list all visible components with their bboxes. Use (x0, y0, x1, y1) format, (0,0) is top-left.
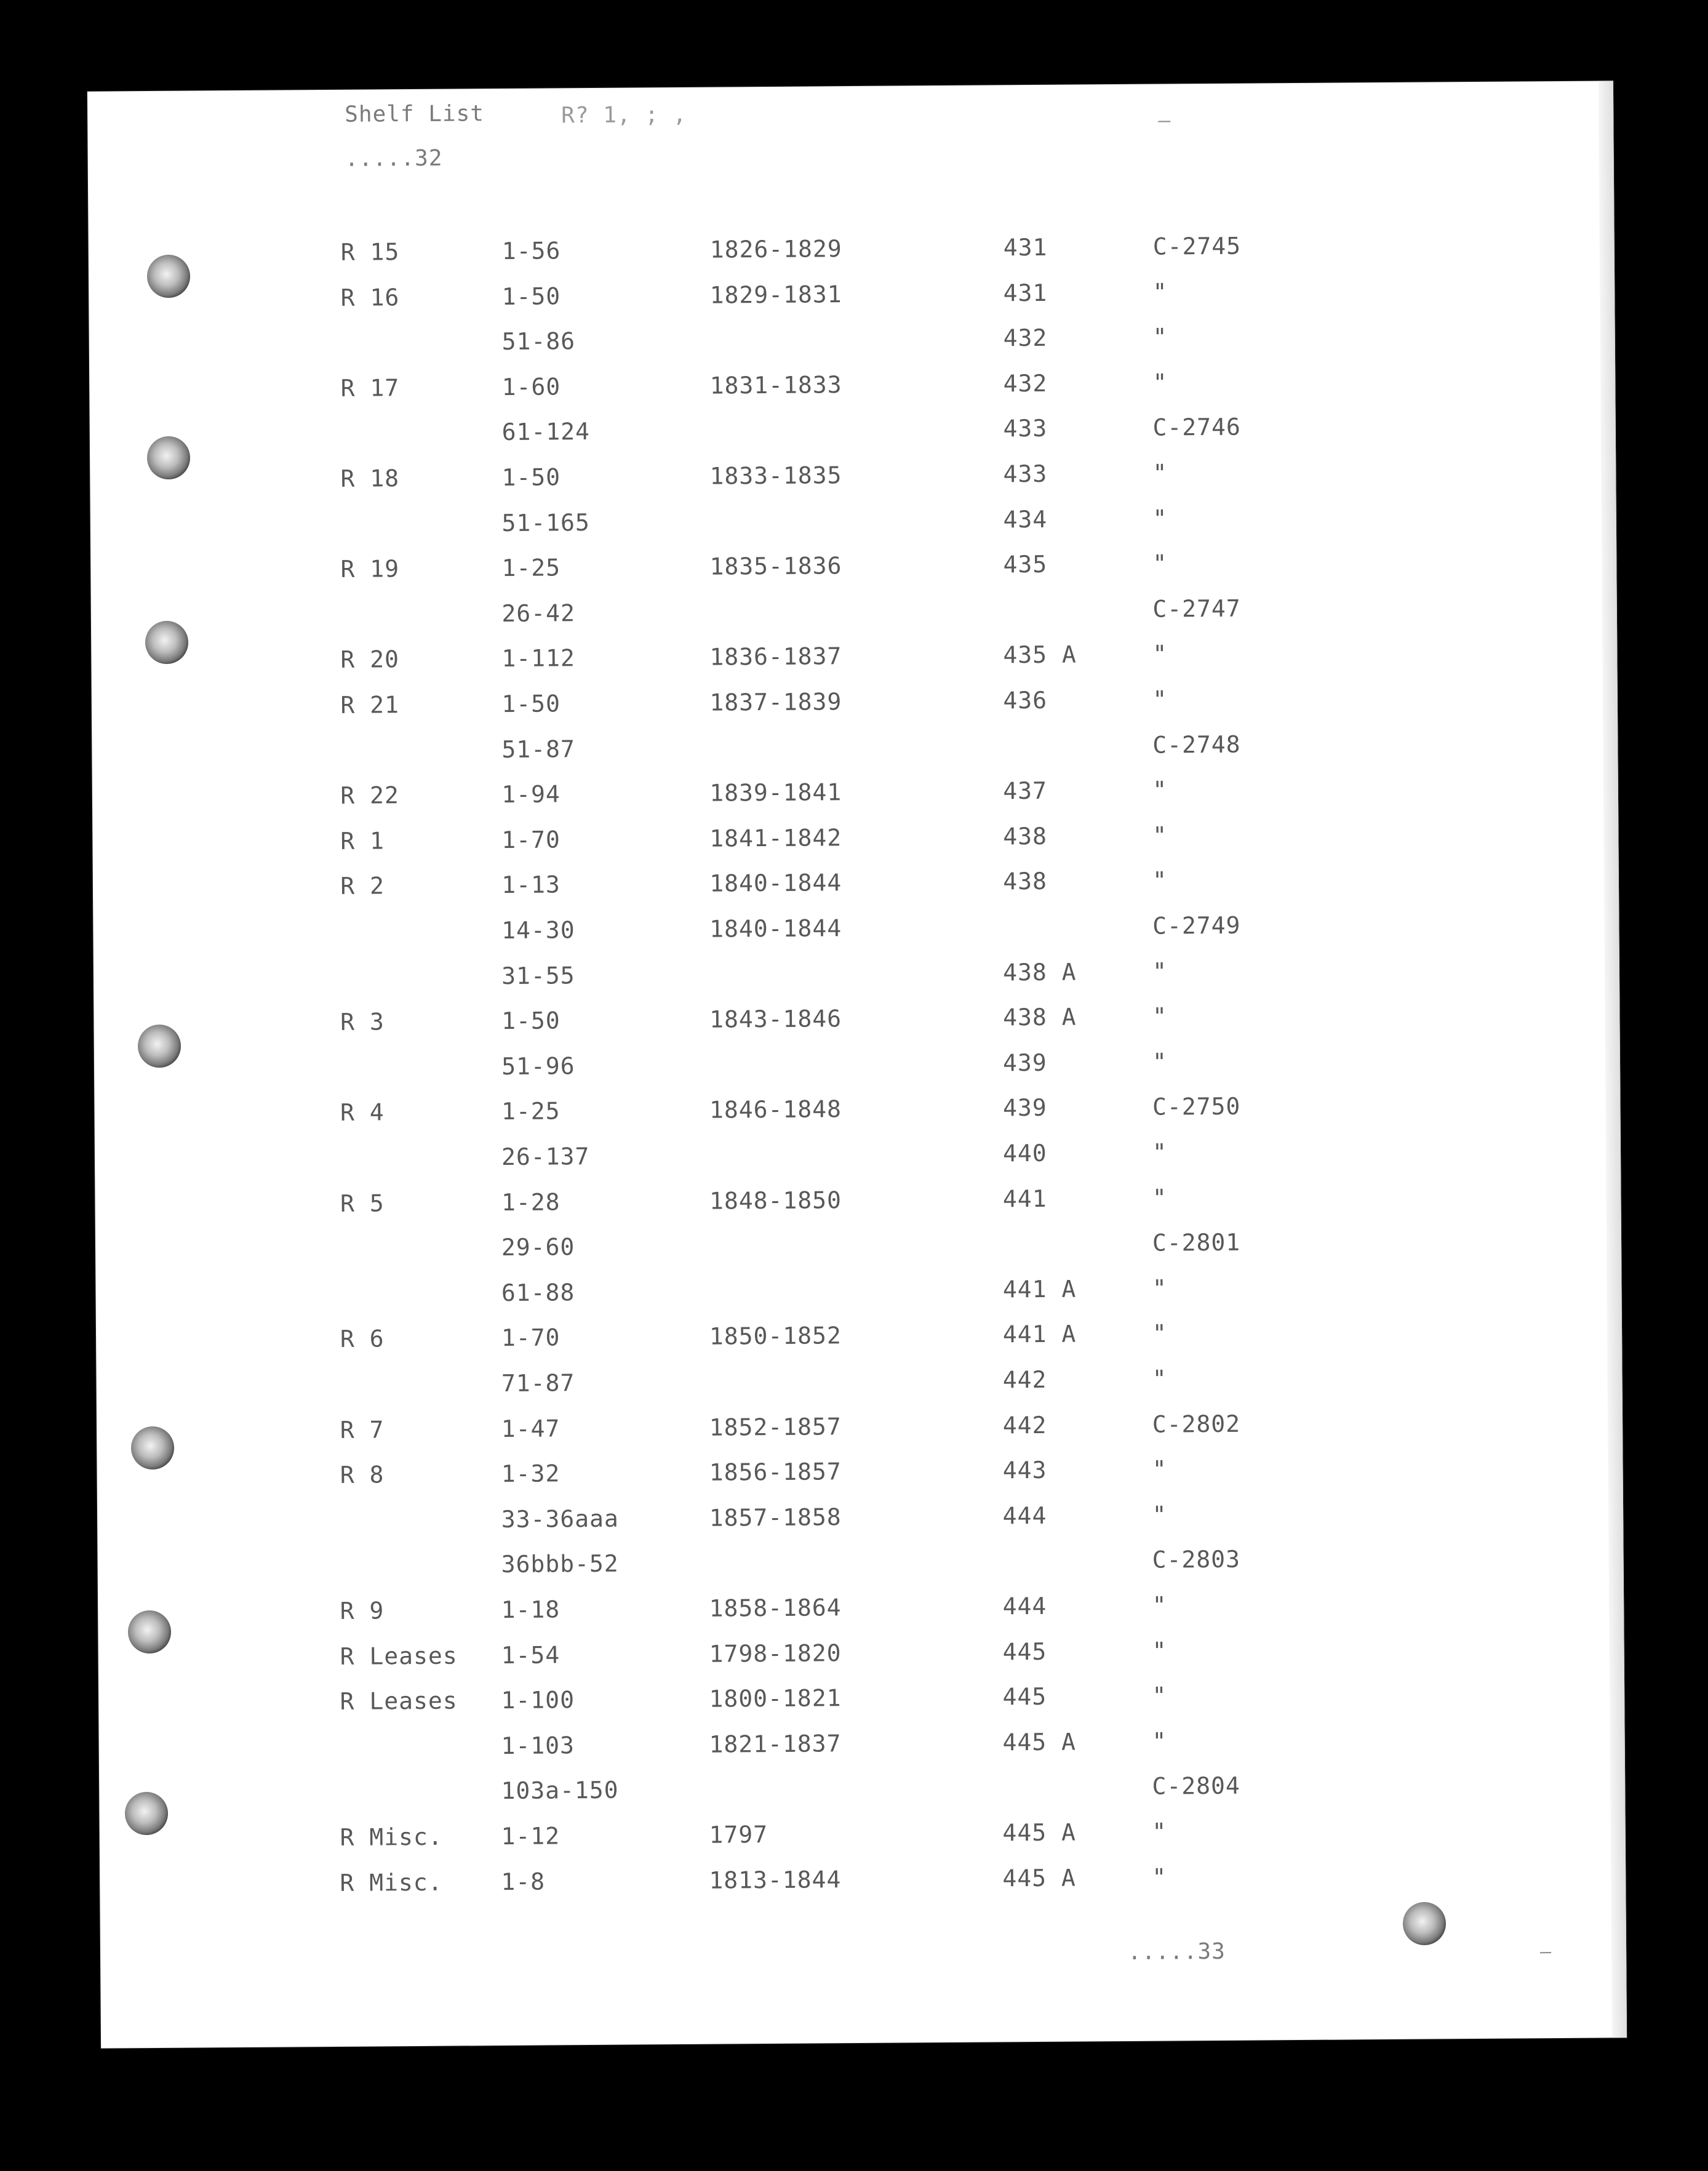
paper-edge-shadow (1598, 81, 1627, 2037)
volume-cell: 445 (1002, 1683, 1047, 1711)
items-range-cell: 1-50 (501, 1007, 561, 1035)
reel-cell: " (1152, 686, 1168, 713)
reel-cell: " (1152, 1138, 1168, 1166)
reel-cell: " (1152, 776, 1168, 804)
volume-cell: 442 (1002, 1411, 1047, 1439)
volume-cell: 441 A (1002, 1275, 1077, 1303)
items-range-cell: 1-70 (501, 826, 561, 854)
date-range-cell: 1841-1842 (709, 823, 842, 852)
date-range-cell: 1852-1857 (709, 1412, 842, 1441)
reel-cell: " (1152, 323, 1168, 351)
series-cell: R 6 (340, 1325, 385, 1353)
volume-cell: 445 (1002, 1637, 1047, 1665)
reel-cell: C-2801 (1152, 1228, 1241, 1257)
reel-cell: C-2748 (1152, 730, 1241, 759)
reel-cell: " (1152, 1727, 1167, 1755)
reel-cell: " (1152, 1184, 1168, 1212)
date-range-cell: 1850-1852 (709, 1322, 842, 1351)
series-cell: R Misc. (340, 1868, 443, 1897)
reel-cell: C-2749 (1152, 911, 1241, 940)
items-range-cell: 1-54 (501, 1641, 561, 1669)
reel-cell: " (1152, 640, 1168, 668)
date-range-cell: 1797 (709, 1821, 768, 1849)
items-range-cell: 1-50 (501, 282, 561, 310)
volume-cell: 439 (1002, 1049, 1047, 1077)
items-range-cell: 1-50 (501, 690, 561, 718)
items-range-cell: 51-165 (501, 508, 590, 537)
volume-cell: 441 A (1002, 1320, 1077, 1348)
items-range-cell: 1-25 (501, 554, 561, 582)
volume-cell: 434 (1003, 505, 1048, 533)
date-range-cell: 1840-1844 (709, 914, 842, 943)
series-cell: R 3 (340, 1008, 385, 1036)
items-range-cell: 71-87 (501, 1369, 575, 1397)
shelf-list-title: Shelf List (345, 101, 485, 127)
items-range-cell: 31-55 (501, 961, 575, 990)
series-cell: R 21 (340, 691, 400, 719)
date-range-cell: 1821-1837 (709, 1730, 842, 1758)
items-range-cell: 103a-150 (501, 1777, 619, 1805)
volume-cell: 432 (1003, 324, 1048, 352)
reel-cell: C-2803 (1152, 1546, 1241, 1574)
volume-cell: 440 (1002, 1139, 1047, 1167)
volume-cell: 431 (1003, 233, 1048, 262)
series-cell: R 5 (340, 1189, 385, 1217)
date-range-cell: 1835-1836 (709, 552, 842, 580)
date-range-cell: 1846-1848 (709, 1095, 842, 1124)
volume-cell: 444 (1002, 1501, 1047, 1530)
date-range-cell: 1800-1821 (709, 1684, 842, 1713)
items-range-cell: 1-60 (501, 373, 561, 401)
items-range-cell: 61-124 (501, 418, 591, 446)
volume-cell: 443 (1002, 1457, 1047, 1484)
items-range-cell: 1-47 (501, 1414, 561, 1442)
date-range-cell: 1798-1820 (709, 1639, 842, 1668)
binder-hole (131, 1426, 174, 1469)
date-range-cell: 1856-1857 (709, 1458, 842, 1486)
series-cell: R 16 (340, 283, 400, 311)
date-range-cell: 1833-1835 (709, 462, 842, 490)
binder-hole (145, 621, 188, 664)
items-range-cell: 29-60 (501, 1233, 575, 1261)
volume-cell: 445 A (1002, 1818, 1077, 1847)
series-cell: R 7 (340, 1415, 385, 1444)
date-range-cell: 1826-1829 (709, 235, 842, 263)
volume-cell: 438 (1003, 822, 1048, 850)
date-range-cell: 1858-1864 (709, 1594, 842, 1622)
series-cell: R Leases (340, 1687, 458, 1716)
volume-cell: 435 (1003, 551, 1048, 578)
items-range-cell: 61-88 (501, 1279, 575, 1306)
binder-hole (125, 1792, 168, 1835)
series-cell: R 20 (340, 646, 400, 674)
reel-cell: " (1152, 278, 1168, 306)
series-cell: R 8 (340, 1461, 385, 1489)
date-range-cell: 1840-1844 (709, 869, 842, 898)
reel-cell: C-2745 (1152, 232, 1242, 260)
binder-hole (1403, 1902, 1446, 1945)
stray-mark (1158, 121, 1170, 122)
items-range-cell: 1-112 (501, 644, 575, 673)
items-range-cell: 1-50 (501, 463, 561, 492)
reel-cell: " (1152, 1365, 1167, 1393)
reel-cell: C-2747 (1152, 594, 1241, 623)
date-range-cell: 1831-1833 (709, 370, 842, 399)
volume-cell: 437 (1003, 777, 1048, 805)
binder-hole (147, 436, 190, 479)
volume-cell: 439 (1002, 1094, 1047, 1122)
binder-hole (128, 1610, 171, 1653)
series-cell: R 4 (340, 1098, 385, 1127)
date-range-cell: 1843-1846 (709, 1005, 842, 1033)
series-cell: R 19 (340, 555, 400, 583)
reel-cell: " (1152, 550, 1168, 577)
items-range-cell: 1-12 (501, 1822, 561, 1850)
items-range-cell: 14-30 (501, 916, 575, 945)
items-range-cell: 1-56 (501, 237, 561, 265)
shelf-list-reference: R? 1, ; , (561, 102, 687, 129)
reel-cell: " (1152, 1682, 1167, 1709)
reel-cell: " (1152, 1863, 1167, 1891)
date-range-cell: 1836-1837 (709, 642, 842, 671)
items-range-cell: 1-25 (501, 1097, 561, 1125)
series-cell: R 15 (340, 238, 400, 266)
reel-cell: " (1152, 369, 1168, 396)
volume-cell: 438 A (1002, 958, 1077, 986)
items-range-cell: 51-96 (501, 1052, 575, 1080)
reel-cell: " (1152, 1637, 1167, 1665)
series-cell: R 1 (340, 827, 385, 855)
items-range-cell: 33-36aaa (501, 1505, 619, 1533)
reel-cell: " (1152, 1818, 1167, 1845)
volume-cell: 441 (1002, 1185, 1047, 1212)
volume-cell: 445 A (1002, 1864, 1076, 1892)
reel-cell: C-2802 (1152, 1410, 1241, 1438)
series-cell: R 22 (340, 782, 399, 810)
paper-sheet (87, 81, 1627, 2048)
items-range-cell: 36bbb-52 (501, 1550, 619, 1578)
items-range-cell: 51-87 (501, 735, 575, 763)
date-range-cell: 1813-1844 (709, 1865, 842, 1894)
reel-cell: " (1152, 1048, 1168, 1076)
items-range-cell: 1-8 (501, 1868, 546, 1895)
reel-cell: " (1152, 1591, 1167, 1619)
volume-cell: 433 (1003, 460, 1048, 488)
volume-cell: 431 (1003, 279, 1048, 306)
volume-cell: 444 (1002, 1592, 1047, 1620)
volume-cell: 435 A (1003, 641, 1077, 669)
reel-cell: C-2750 (1152, 1093, 1241, 1121)
reel-cell: " (1152, 459, 1168, 487)
items-range-cell: 26-42 (501, 599, 576, 627)
date-range-cell: 1857-1858 (709, 1503, 842, 1532)
date-range-cell: 1848-1850 (709, 1186, 842, 1215)
items-range-cell: 51-86 (501, 327, 576, 356)
reel-cell: " (1152, 822, 1168, 849)
reel-cell: " (1152, 958, 1168, 985)
items-range-cell: 1-28 (501, 1188, 561, 1216)
volume-cell: 445 A (1002, 1728, 1077, 1756)
stray-mark-bottom (1540, 1952, 1551, 1953)
date-range-cell: 1829-1831 (709, 280, 842, 309)
items-range-cell: 1-32 (501, 1460, 561, 1488)
items-range-cell: 26-137 (501, 1143, 590, 1171)
reel-cell: " (1152, 1002, 1168, 1030)
volume-cell: 438 (1003, 868, 1048, 895)
series-cell: R 17 (340, 374, 400, 402)
reel-cell: " (1152, 1274, 1167, 1302)
volume-cell: 442 (1002, 1365, 1047, 1394)
series-cell: R 18 (340, 465, 400, 492)
series-cell: R 9 (340, 1597, 385, 1625)
series-cell: R Leases (340, 1642, 458, 1670)
series-cell: R Misc. (340, 1823, 443, 1851)
items-range-cell: 1-100 (501, 1686, 575, 1714)
items-range-cell: 1-70 (501, 1324, 561, 1352)
date-range-cell: 1837-1839 (709, 688, 842, 716)
reel-cell: C-2746 (1152, 414, 1242, 442)
reel-cell: " (1152, 1501, 1167, 1529)
reel-cell: " (1152, 505, 1168, 532)
items-range-cell: 1-18 (501, 1596, 561, 1624)
reel-cell: " (1152, 1319, 1167, 1348)
reel-cell: " (1152, 1455, 1167, 1483)
series-cell: R 2 (340, 872, 385, 900)
volume-cell: 433 (1003, 415, 1048, 442)
binder-hole (147, 255, 190, 298)
page-continuation-top: .....32 (345, 145, 443, 172)
volume-cell: 438 A (1002, 1003, 1077, 1031)
items-range-cell: 1-94 (501, 780, 561, 809)
items-range-cell: 1-13 (501, 871, 561, 899)
items-range-cell: 1-103 (501, 1732, 575, 1759)
page-continuation-bottom: .....33 (1127, 1938, 1226, 1965)
reel-cell: C-2804 (1152, 1772, 1240, 1801)
volume-cell: 432 (1003, 369, 1048, 398)
volume-cell: 436 (1003, 686, 1048, 714)
reel-cell: " (1152, 866, 1168, 895)
date-range-cell: 1839-1841 (709, 778, 842, 807)
binder-hole (138, 1025, 181, 1068)
